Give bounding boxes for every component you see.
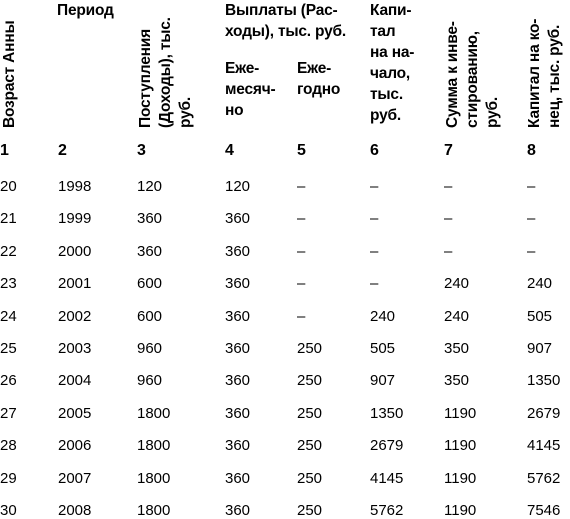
table-cell: – (370, 178, 379, 195)
table-cell: – (370, 243, 379, 260)
table-cell: 22 (0, 243, 17, 260)
table-cell: 240 (370, 308, 396, 325)
table-cell: 30 (0, 502, 17, 519)
table-cell: 1999 (58, 210, 92, 227)
table-cell: 960 (137, 340, 163, 357)
table-cell: 2000 (58, 243, 92, 260)
table-cell: 1800 (137, 470, 171, 487)
column-number: 1 (0, 142, 9, 159)
table-cell: 360 (137, 210, 163, 227)
table-cell: 350 (444, 340, 470, 357)
column-number: 2 (58, 142, 67, 159)
table-cell: 240 (444, 275, 470, 292)
table-cell: 1190 (444, 502, 477, 519)
table-cell: 1190 (444, 437, 477, 454)
table-cell: 2679 (527, 405, 561, 422)
table-cell: 907 (370, 372, 396, 389)
table-cell: 24 (0, 308, 17, 325)
table-cell: 360 (225, 372, 251, 389)
table-cell: 1350 (370, 405, 404, 422)
column-number: 4 (225, 142, 234, 159)
table-cell: 240 (527, 275, 553, 292)
table-cell: 250 (297, 470, 323, 487)
table-cell: 5762 (370, 502, 404, 519)
table-cell: 1190 (444, 470, 477, 487)
table-cell: 2003 (58, 340, 92, 357)
table-cell: 360 (225, 405, 251, 422)
header-investment: Сумма к инве- стированию, руб. (444, 21, 501, 128)
header-capital-end: Капитал на ко- нец, тыс. руб. (526, 18, 563, 128)
table-cell: 1998 (58, 178, 92, 195)
table-cell: 505 (527, 308, 553, 325)
table-cell: – (444, 243, 453, 260)
table-cell: 2007 (58, 470, 92, 487)
table-cell: 120 (225, 178, 251, 195)
table-cell: – (297, 275, 306, 292)
table-cell: 250 (297, 437, 323, 454)
table-cell: 27 (0, 405, 17, 422)
column-number: 5 (297, 142, 306, 159)
table-cell: 23 (0, 275, 17, 292)
header-monthly: Еже- месяч- но (225, 60, 276, 119)
table-cell: 21 (0, 210, 17, 227)
table-cell: – (297, 243, 306, 260)
table-cell: 600 (137, 275, 163, 292)
table-cell: 1800 (137, 437, 171, 454)
table-cell: 5762 (527, 470, 561, 487)
table-cell: 250 (297, 405, 323, 422)
table-cell: 29 (0, 470, 17, 487)
table-cell: 360 (225, 210, 251, 227)
table-cell: 120 (137, 178, 163, 195)
table-cell: 4145 (527, 437, 561, 454)
table-cell: 2006 (58, 437, 92, 454)
table-cell: 360 (225, 340, 251, 357)
table-cell: 350 (444, 372, 470, 389)
table-cell: 2004 (58, 372, 92, 389)
table-cell: 25 (0, 340, 17, 357)
table-cell: 360 (225, 243, 251, 260)
table-cell: 26 (0, 372, 17, 389)
table-cell: 1350 (527, 372, 561, 389)
table-cell: 360 (225, 502, 251, 519)
header-age: Возраст Анны (1, 20, 18, 128)
table-cell: 360 (225, 308, 251, 325)
table-cell: 2002 (58, 308, 92, 325)
table-cell: 250 (297, 502, 323, 519)
column-number: 3 (137, 142, 146, 159)
table-cell: 360 (225, 470, 251, 487)
table-cell: 250 (297, 372, 323, 389)
table-cell: 907 (527, 340, 553, 357)
table-cell: – (297, 210, 306, 227)
table-cell: 1800 (137, 405, 171, 422)
table-cell: 505 (370, 340, 396, 357)
table-cell: 360 (225, 437, 251, 454)
table-cell: – (370, 210, 379, 227)
table-cell: 20 (0, 178, 17, 195)
table-cell: 2005 (58, 405, 92, 422)
table-cell: 4145 (370, 470, 404, 487)
table-cell: 240 (444, 308, 470, 325)
table-cell: 960 (137, 372, 163, 389)
header-period: Период (57, 2, 114, 19)
table-cell: 360 (225, 275, 251, 292)
header-yearly: Еже- годно (297, 60, 341, 98)
column-number: 6 (370, 142, 379, 159)
column-number: 7 (444, 142, 453, 159)
table-cell: 7546 (527, 502, 561, 519)
table-cell: 1190 (444, 405, 477, 422)
table-cell: 28 (0, 437, 17, 454)
table-cell: – (527, 210, 536, 227)
table-cell: – (527, 243, 536, 260)
table-cell: – (297, 178, 306, 195)
table-cell: – (297, 308, 306, 325)
table-cell: 2679 (370, 437, 404, 454)
table-cell: 2008 (58, 502, 92, 519)
table-cell: 360 (137, 243, 163, 260)
table-cell: – (527, 178, 536, 195)
table-cell: – (444, 210, 453, 227)
header-capital-start: Капи- тал на на- чало, тыс. руб. (370, 2, 415, 124)
table-cell: 600 (137, 308, 163, 325)
table-cell: – (370, 275, 379, 292)
header-income: Поступления (Доходы), тыс. руб. (137, 17, 194, 128)
table-cell: 1800 (137, 502, 171, 519)
header-payments: Выплаты (Рас- ходы), тыс. руб. (225, 2, 346, 40)
table-cell: – (444, 178, 453, 195)
table-cell: 2001 (58, 275, 92, 292)
table-cell: 250 (297, 340, 323, 357)
column-number: 8 (527, 142, 536, 159)
